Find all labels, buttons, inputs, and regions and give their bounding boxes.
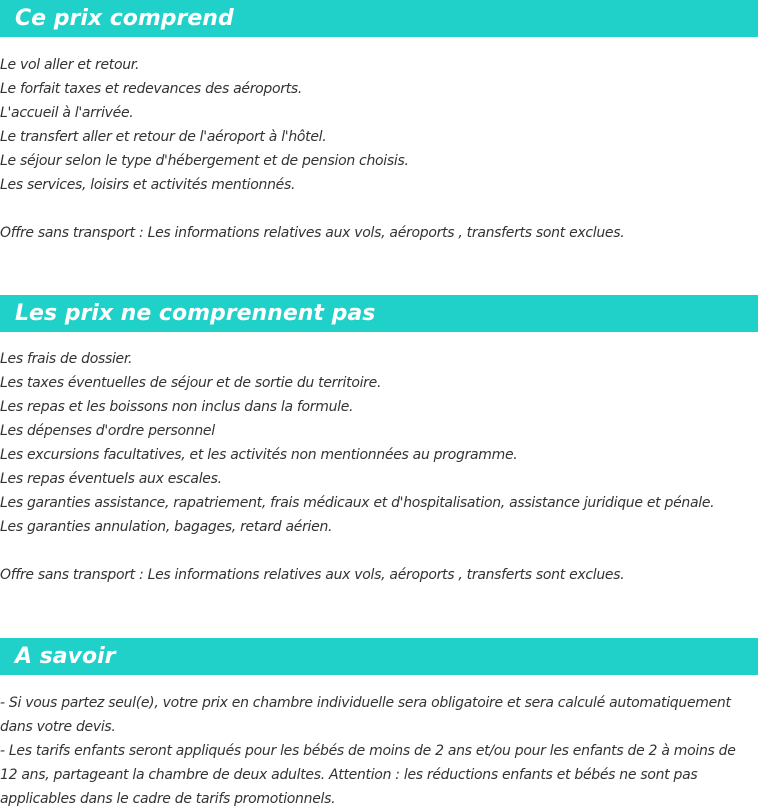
list-item: Les repas et les boissons non inclus dans la formule. — [0, 399, 354, 415]
section-title: A savoir — [0, 638, 758, 675]
list-item: Les services, loisirs et activités mentionnés. — [0, 177, 296, 193]
info-paragraphs — [0, 691, 758, 811]
list-item: Les garanties annulation, bagages, retard aérien. — [0, 519, 333, 535]
inclusion-list — [0, 53, 758, 245]
list-item: L'accueil à l'arrivée. — [0, 105, 134, 121]
section-price-includes — [0, 0, 758, 245]
list-item: Les repas éventuels aux escales. — [0, 471, 222, 487]
section-title: Les prix ne comprennent pas — [0, 295, 758, 332]
list-item: Le transfert aller et retour de l'aéroport à l'hôtel. — [0, 129, 327, 145]
section-good-to-know — [0, 638, 758, 811]
list-item: Le forfait taxes et redevances des aéroports. — [0, 81, 303, 97]
list-item: Les frais de dossier. — [0, 351, 133, 367]
exclusion-list — [0, 347, 758, 587]
section-title: Ce prix comprend — [0, 0, 758, 37]
note-text: Offre sans transport : Les informations relatives aux vols, aéroports , transferts sont exclues. — [0, 567, 625, 583]
list-item: Les excursions facultatives, et les activités non mentionnées au programme. — [0, 447, 518, 463]
info-paragraph: - Si vous partez seul(e), votre prix en chambre individuelle sera obligatoire et sera calculé automatiquement dans votre devis. — [0, 695, 731, 735]
section-price-excludes — [0, 295, 758, 587]
note-text: Offre sans transport : Les informations relatives aux vols, aéroports , transferts sont exclues. — [0, 225, 625, 241]
list-item: Le séjour selon le type d'hébergement et de pension choisis. — [0, 153, 409, 169]
list-item: Le vol aller et retour. — [0, 57, 140, 73]
info-paragraph: - Les tarifs enfants seront appliqués pour les bébés de moins de 2 ans et/ou pour les enfants de 2 à moins de 12 ans, partageant la chambre de deux adultes. Attention : les réductions enfants et bébés ne sont pas applicables dans le cadre de tarifs promotionnels. — [0, 743, 736, 807]
list-item: Les garanties assistance, rapatriement, frais médicaux et d'hospitalisation, assistance juridique et pénale. — [0, 495, 715, 511]
list-item: Les taxes éventuelles de séjour et de sortie du territoire. — [0, 375, 382, 391]
list-item: Les dépenses d'ordre personnel — [0, 423, 215, 439]
